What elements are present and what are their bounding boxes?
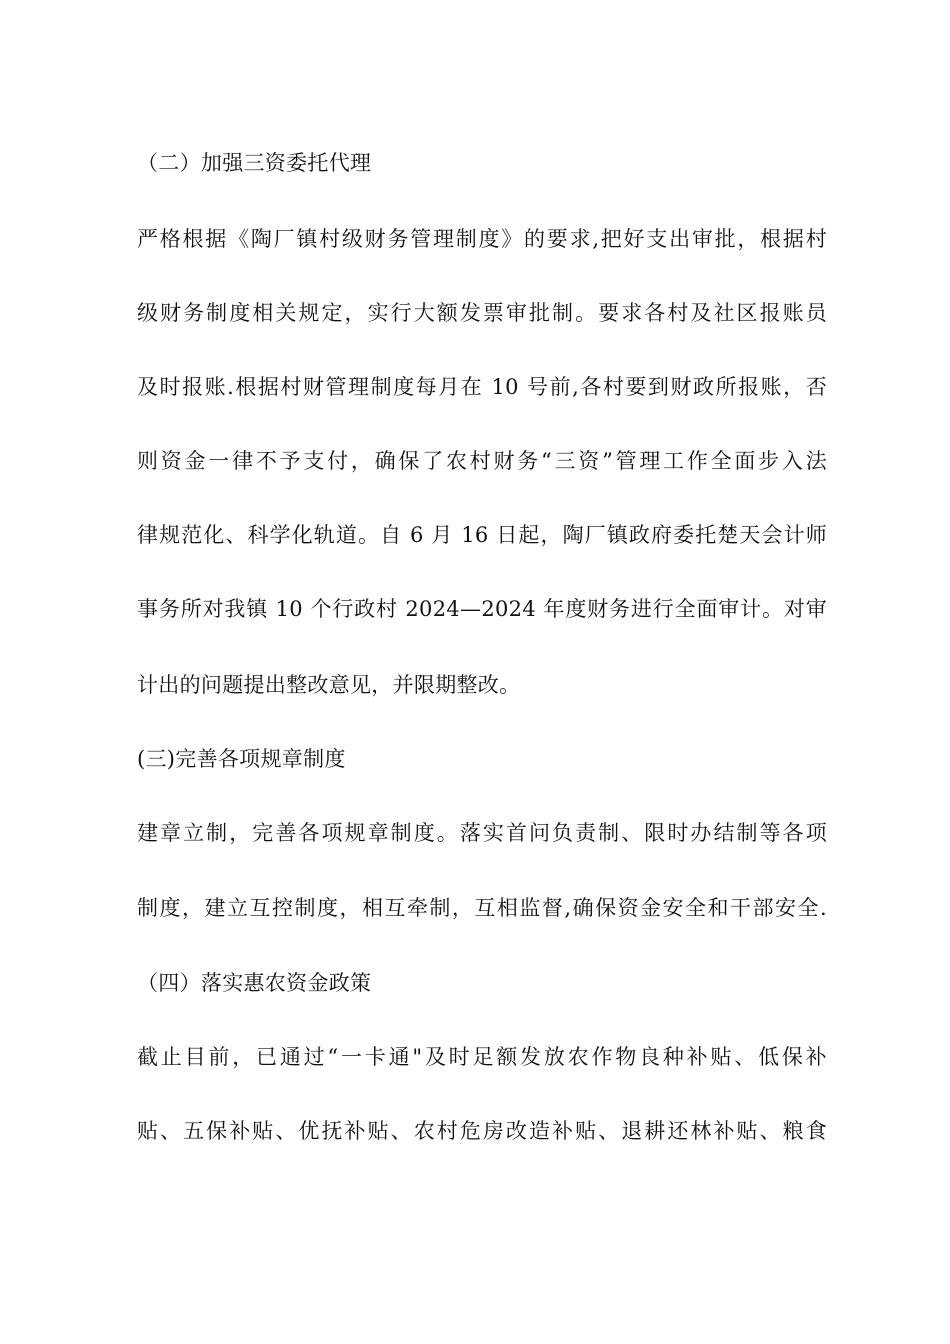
paragraph-line: 贴、五保补贴、优抚补贴、农村危房改造补贴、退耕还林补贴、粮食 [137, 1119, 827, 1143]
paragraph-line: 严格根据《陶厂镇村级财务管理制度》的要求,把好支出审批，根据村 [137, 227, 827, 251]
paragraph-line: 截止目前，已通过“一卡通"及时足额发放农作物良种补贴、低保补 [137, 1045, 827, 1069]
paragraph-line: 制度，建立互控制度，相互牵制，互相监督,确保资金安全和干部安全. [137, 896, 827, 920]
paragraph-line: 建章立制，完善各项规章制度。落实首问负责制、限时办结制等各项 [137, 821, 827, 845]
section-heading-3: (三)完善各项规章制度 [137, 747, 346, 771]
section-heading-2: （二）加强三资委托代理 [137, 151, 372, 175]
paragraph-line: 律规范化、科学化轨道。自 6 月 16 日起，陶厂镇政府委托楚天会计师 [137, 523, 827, 547]
section-heading-4: （四）落实惠农资金政策 [137, 971, 372, 995]
paragraph-line: 事务所对我镇 10 个行政村 2024—2024 年度财务进行全面审计。对审 [137, 597, 827, 621]
paragraph-line: 及时报账.根据村财管理制度每月在 10 号前,各村要到财政所报账，否 [137, 375, 827, 399]
paragraph-line: 级财务制度相关规定，实行大额发票审批制。要求各村及社区报账员 [137, 301, 827, 325]
paragraph-line-last: 计出的问题提出整改意见，并限期整改。 [137, 673, 521, 697]
paragraph-line: 则资金一律不予支付，确保了农村财务“三资”管理工作全面步入法 [137, 449, 827, 473]
